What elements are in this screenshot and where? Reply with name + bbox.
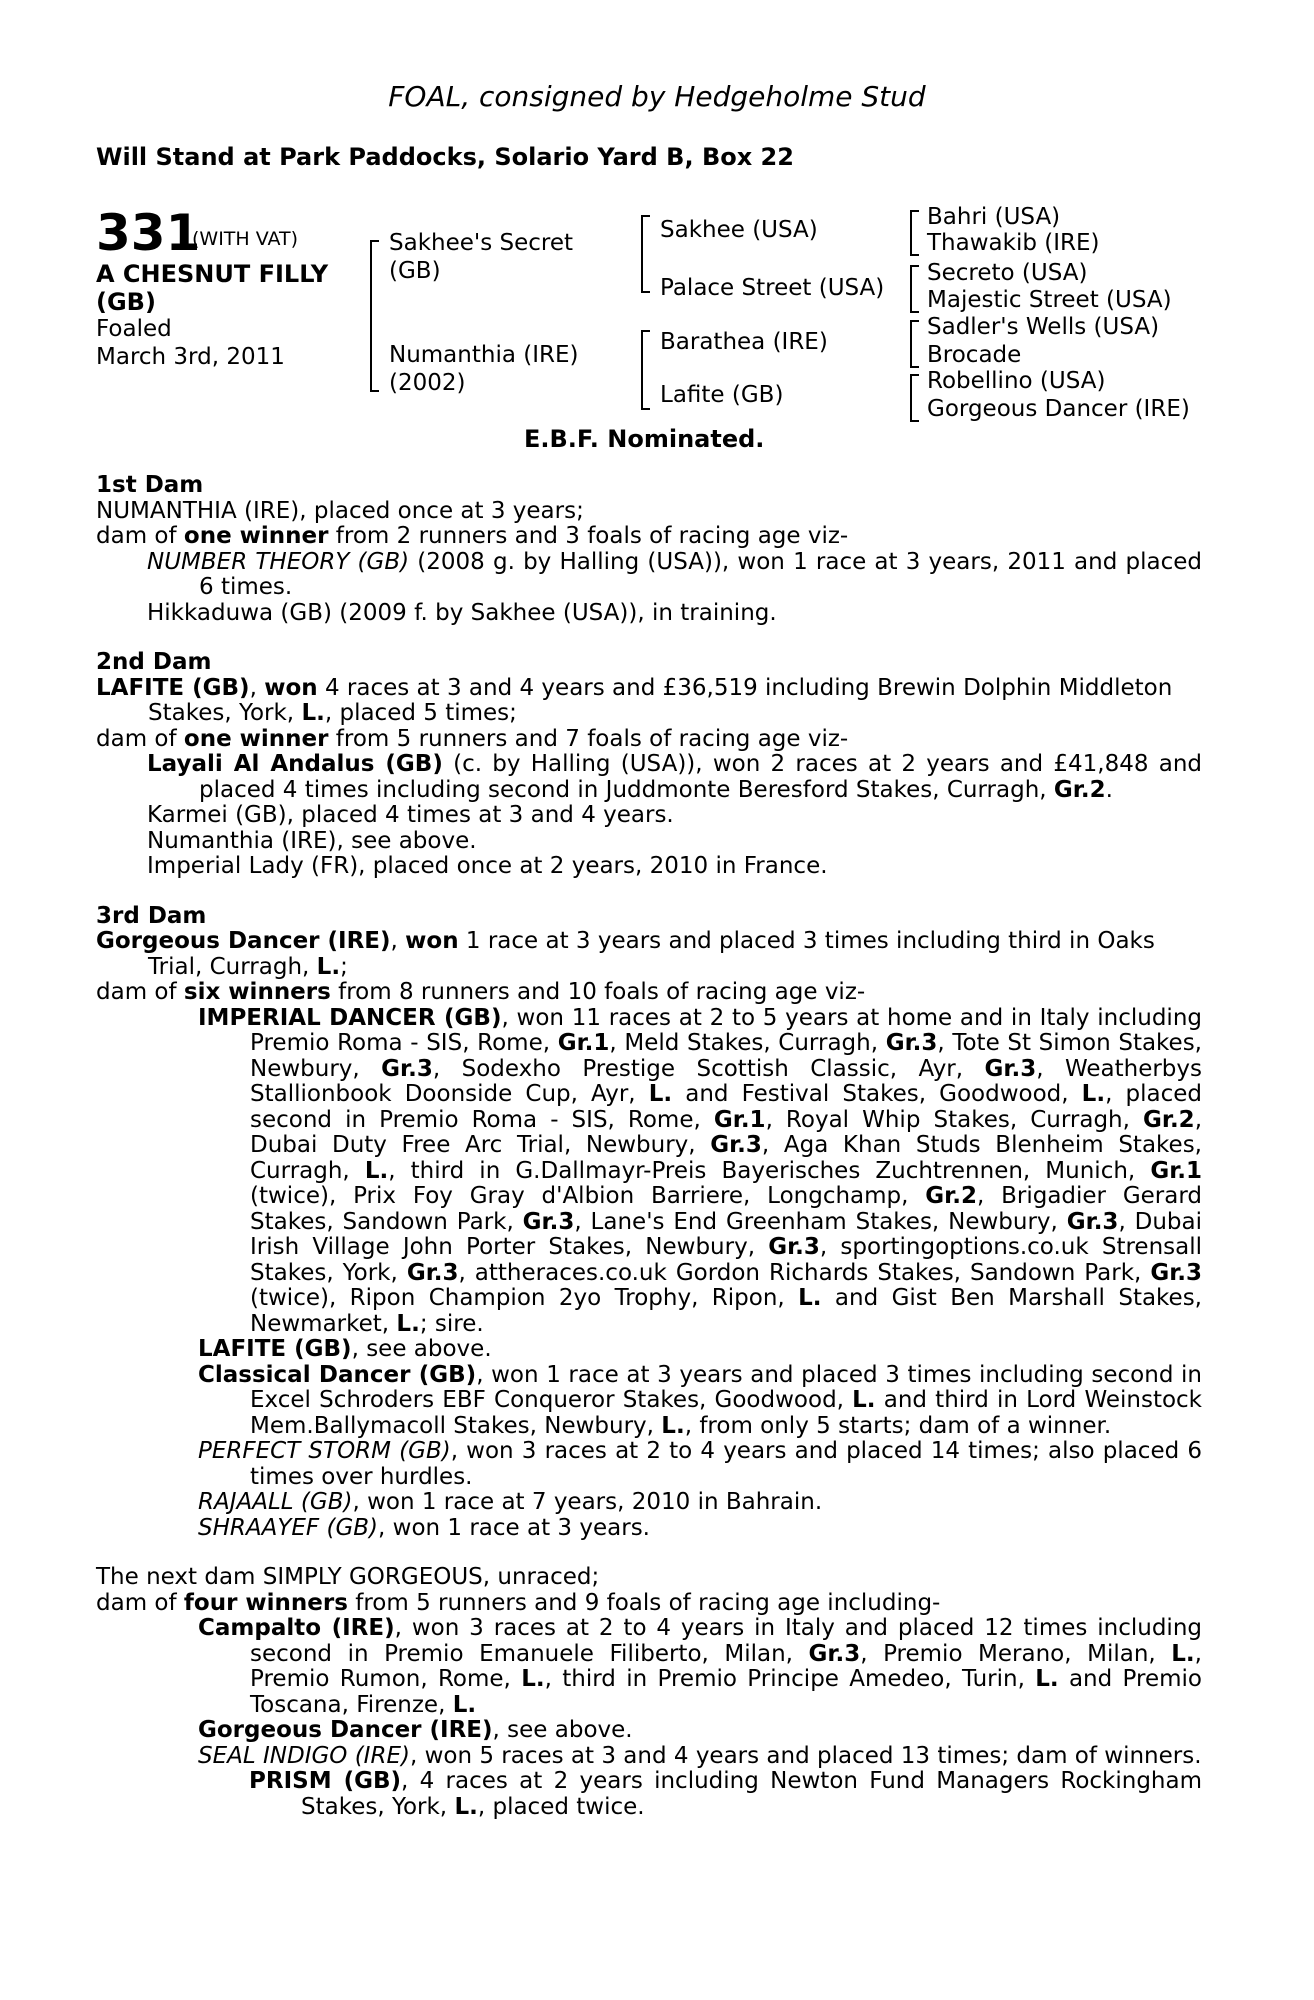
text: , won 3 races at 2 to 4 years and placed 14 times; also placed 6 times over hurdles.: [250, 1438, 1202, 1490]
produce-text: (c. by Halling (USA)), won 2 races at 2 years and £41,848 and placed 4 times including second in Juddmonte Beresford Stakes, Curragh,: [199, 751, 1202, 803]
horse-description: [96, 260, 328, 316]
race-grade: Gr.3: [768, 1234, 820, 1260]
race-grade: Gr.3: [710, 1132, 762, 1158]
text: dam of: [96, 523, 184, 549]
first-dam-intro: NUMANTHIA (IRE), placed once at 3 years;: [96, 497, 584, 524]
next-dam-intro: The next dam SIMPLY GORGEOUS, unraced;: [96, 1564, 600, 1590]
pedigree-brace: [641, 330, 650, 410]
produce-entry: [96, 1616, 1202, 1718]
text: and Festival Stakes, Goodwood,: [672, 1081, 1082, 1107]
third-dam-heading: 3rd Dam: [96, 902, 207, 929]
race-grade: Gr.3: [522, 1208, 575, 1235]
race-grade: L.: [454, 1793, 478, 1820]
sire-name: Sakhee's Secret: [389, 230, 574, 256]
pedigree-brace: [910, 265, 919, 313]
race-grade: Gr.2: [1053, 776, 1106, 803]
text: 4 races at 3 and 4 years and £36,519 including Brewin Dolphin Middleton Stakes, York,: [148, 674, 1173, 726]
text: , see above.: [492, 1717, 633, 1743]
text: ,: [390, 928, 406, 954]
text: .: [1105, 776, 1113, 803]
second-dam-intro: [96, 676, 1202, 727]
race-grade: L.: [521, 1666, 545, 1692]
race-grade: L.: [316, 953, 341, 980]
produce-entry: [96, 601, 1202, 627]
produce-text: (2008 g. by Halling (USA)), won 1 race at 3 years, 2011 and placed 6 times.: [199, 548, 1202, 600]
race-grade: L.: [1035, 1666, 1059, 1692]
pedigree-g3: Secreto (USA): [927, 260, 1088, 286]
text: from 8 runners and 10 foals of racing age viz-: [330, 979, 866, 1005]
text: ; sire.: [419, 1310, 484, 1337]
race-grade: Gr.3: [885, 1030, 938, 1056]
text: , Sodexho Prestige Scottish Classic, Ayr,: [432, 1055, 985, 1082]
race-grade: Gr.3: [984, 1055, 1037, 1082]
produce-entry: Imperial Lady (FR), placed once at 2 years, 2010 in France.: [147, 853, 828, 879]
produce-entry: [96, 1769, 1202, 1820]
produce-entry: [96, 1439, 1202, 1490]
race-grade: Gr.3: [406, 1259, 459, 1286]
race-grade: Gr.2: [925, 1183, 977, 1209]
text: and Premio Toscana, Firenze,: [250, 1666, 1202, 1718]
second-dam-produce-summary: [96, 727, 1202, 753]
text: , won 1 race at 3 years.: [378, 1514, 650, 1541]
dam-dam: Lafite (GB): [660, 382, 784, 408]
text: , won 11 races at 2 to 5 years at home and in Italy including Premio Roma - SIS, Rome,: [250, 1004, 1202, 1056]
produce-entry: [96, 1363, 1202, 1440]
race-grade: Gr.3: [1066, 1208, 1119, 1235]
race-grade: L.: [452, 1691, 477, 1718]
pedigree-brace: [641, 215, 650, 293]
text: and Gist Ben Marshall Stakes, Newmarket,: [250, 1285, 1202, 1337]
race-grade: L.: [1171, 1640, 1195, 1667]
produce-name: Classical Dancer (GB): [198, 1361, 477, 1388]
horse-name: A CHESNUT FILLY: [96, 260, 329, 288]
text: 1 race at 3 years and placed 3 times including third in Oaks Trial, Curragh,: [148, 928, 1155, 980]
text: , see above.: [351, 1336, 492, 1362]
first-dam-produce-summary: [96, 524, 1202, 550]
winner-count: six winners: [183, 979, 331, 1005]
produce-name: Gorgeous Dancer (IRE): [198, 1717, 493, 1743]
dam-name: Gorgeous Dancer (IRE): [96, 928, 391, 954]
produce-name: Campalto (IRE): [198, 1615, 395, 1641]
pedigree-sire: [389, 229, 573, 285]
produce-name: SHRAAYEF (GB): [198, 1514, 379, 1541]
third-dam-produce-summary: [96, 980, 1202, 1006]
race-grade: L.: [798, 1285, 822, 1311]
text: , Premio Rumon, Rome,: [250, 1640, 1202, 1692]
text: , Royal Whip Stakes, Curragh,: [765, 1106, 1143, 1133]
text: , Aga Khan Studs Blenheim Stakes, Curragh,: [250, 1132, 1202, 1184]
pedigree-brace: [910, 320, 919, 368]
third-dam-intro: [96, 929, 1202, 980]
text: , Meld Stakes, Curragh,: [609, 1030, 886, 1056]
pedigree-brace: [910, 210, 919, 256]
race-grade: Gr.1: [557, 1030, 610, 1056]
dam-year: (2002): [389, 370, 466, 396]
first-dam-heading: 1st Dam: [96, 472, 204, 498]
pedigree-g1: Bahri (USA): [927, 204, 1061, 230]
vat-label: (WITH VAT): [192, 228, 299, 250]
produce-entry: [96, 1006, 1202, 1338]
produce-entry: Numanthia (IRE), see above.: [147, 827, 477, 854]
produce-name: SEAL INDIGO (IRE): [198, 1742, 410, 1769]
text: won: [264, 674, 318, 701]
text: , sportingoptions.co.uk Strensall Stakes, York,: [250, 1234, 1203, 1286]
stand-location: Will Stand at Park Paddocks, Solario Yard B, Box 22: [96, 143, 794, 171]
winner-count: one winner: [183, 725, 329, 752]
text: dam of: [96, 979, 184, 1005]
produce-name: RAJAALL (GB): [198, 1489, 353, 1515]
dam-name: Numanthia (IRE): [389, 342, 579, 368]
ebf-nominated: E.B.F. Nominated.: [524, 425, 765, 453]
text: , third in Premio Principe Amedeo, Turin,: [544, 1666, 1036, 1692]
race-grade: L.: [661, 1412, 685, 1439]
dam-sire: Barathea (IRE): [660, 329, 828, 355]
pedigree-g7: Robellino (USA): [927, 368, 1106, 394]
text: from 5 runners and 7 foals of racing age viz-: [328, 725, 849, 752]
sire-dam: Palace Street (USA): [660, 275, 885, 301]
pedigree-dam: [389, 341, 579, 397]
horse-origin: (GB): [96, 288, 156, 316]
text: , Premio Merano, Milan,: [860, 1640, 1172, 1667]
produce-entry: [96, 550, 1202, 601]
text: , Tote St Simon Stakes, Newbury,: [250, 1030, 1202, 1082]
foaled-label: Foaled: [96, 316, 172, 342]
race-grade: Gr.3: [1150, 1259, 1203, 1286]
text: dam of: [96, 725, 184, 752]
race-grade: Gr.1: [1150, 1157, 1202, 1184]
lot-number: 331: [96, 204, 201, 262]
produce-name: Layali Al Andalus (GB): [147, 751, 443, 777]
text: , placed twice.: [477, 1793, 645, 1820]
next-dam-produce-summary: [96, 1591, 1202, 1617]
text: (twice), Prix Foy Gray d'Albion Barriere, Longchamp,: [250, 1183, 926, 1209]
produce-name: PRISM (GB): [249, 1768, 402, 1794]
text: from 5 runners and 9 foals of racing age including-: [347, 1589, 941, 1616]
text: , Lane's End Greenham Stakes, Newbury,: [574, 1208, 1067, 1235]
text: won: [405, 928, 459, 954]
text: , won 1 race at 7 years, 2010 in Bahrain.: [352, 1489, 823, 1515]
text: , won 3 races at 2 to 4 years in Italy and placed 12 times including second in Premio Emanuele Filiberto, Milan,: [250, 1615, 1202, 1667]
text: , attheraces.co.uk Gordon Richards Stakes, Sandown Park,: [458, 1259, 1151, 1286]
foaled-info: [96, 315, 285, 371]
race-grade: L.: [1081, 1081, 1106, 1107]
produce-name: IMPERIAL DANCER (GB): [198, 1004, 502, 1031]
produce-entry: [96, 1744, 1202, 1770]
pedigree-g6: Brocade: [927, 342, 1022, 368]
text: , placed 5 times;: [324, 700, 517, 726]
family-history: [96, 473, 1202, 1820]
produce-entry: [96, 1490, 1202, 1516]
text: , won 5 races at 3 and 4 years and placed 13 times; dam of winners.: [409, 1742, 1202, 1769]
text: and third in Lord Weinstock Mem.Ballymacoll Stakes, Newbury,: [250, 1387, 1202, 1439]
text: , placed second in Premio Roma - SIS, Rome,: [250, 1081, 1202, 1133]
race-grade: Gr.3: [381, 1055, 433, 1082]
produce-entry: [96, 752, 1202, 803]
produce-name: LAFITE (GB): [198, 1336, 352, 1362]
text: , Dubai Duty Free Arc Trial, Newbury,: [250, 1106, 1202, 1158]
produce-entry: [96, 1516, 1202, 1542]
race-grade: L.: [301, 700, 325, 726]
winner-count: one winner: [183, 523, 329, 549]
text: (twice), Ripon Champion 2yo Trophy, Ripon,: [250, 1285, 799, 1311]
text: dam of: [96, 1589, 184, 1616]
winner-count: four winners: [183, 1589, 348, 1616]
text: , third in G.Dallmayr-Preis Bayerisches Zuchtrennen, Munich,: [388, 1157, 1151, 1184]
text: , 4 races at 2 years including Newton Fund Managers Rockingham Stakes, York,: [301, 1768, 1203, 1820]
pedigree-brace: [370, 240, 379, 392]
text: , won 1 race at 3 years and placed 3 times including second in Excel Schroders EBF Conqueror Stakes, Goodwood,: [250, 1361, 1202, 1413]
pedigree-g8: Gorgeous Dancer (IRE): [927, 396, 1190, 422]
pedigree-g4: Majestic Street (USA): [927, 287, 1172, 313]
race-grade: L.: [648, 1081, 673, 1107]
race-grade: L.: [364, 1157, 389, 1184]
race-grade: Gr.3: [808, 1640, 861, 1667]
text: from 2 runners and 3 foals of racing age viz-: [328, 523, 849, 549]
foaled-date: March 3rd, 2011: [96, 344, 285, 370]
text: , from only 5 starts; dam of a winner.: [684, 1412, 1112, 1439]
produce-entry: [96, 1718, 1202, 1744]
text: , Brigadier Gerard Stakes, Sandown Park,: [250, 1183, 1202, 1235]
pedigree-g2: Thawakib (IRE): [927, 230, 1100, 256]
text: ;: [340, 953, 348, 980]
second-dam-heading: 2nd Dam: [96, 649, 212, 675]
produce-name: PERFECT STORM (GB): [198, 1438, 451, 1464]
pedigree-g5: Sadler's Wells (USA): [927, 314, 1160, 340]
sire-origin: (GB): [389, 258, 441, 284]
sire-sire: Sakhee (USA): [660, 217, 818, 243]
produce-name: NUMBER THEORY (GB): [147, 548, 410, 575]
page-title: FOAL, consigned by Hedgeholme Stud: [388, 80, 926, 113]
produce-entry: [96, 1337, 1202, 1363]
text: , Weatherbys Stallionbook Doonside Cup, Ayr,: [250, 1055, 1203, 1107]
race-grade: L.: [852, 1387, 876, 1413]
text: , Dubai Irish Village John Porter Stakes, Newbury,: [250, 1208, 1203, 1260]
dam-name: LAFITE (GB): [96, 674, 250, 701]
produce-entry: Karmei (GB), placed 4 times at 3 and 4 years.: [147, 802, 674, 828]
race-grade: L.: [396, 1310, 420, 1337]
race-grade: Gr.2: [1143, 1106, 1195, 1133]
text: ,: [249, 674, 265, 701]
produce-text: Hikkaduwa (GB) (2009 f. by Sakhee (USA)), in training.: [147, 599, 777, 626]
pedigree-brace: [910, 374, 919, 422]
race-grade: Gr.1: [713, 1106, 766, 1133]
